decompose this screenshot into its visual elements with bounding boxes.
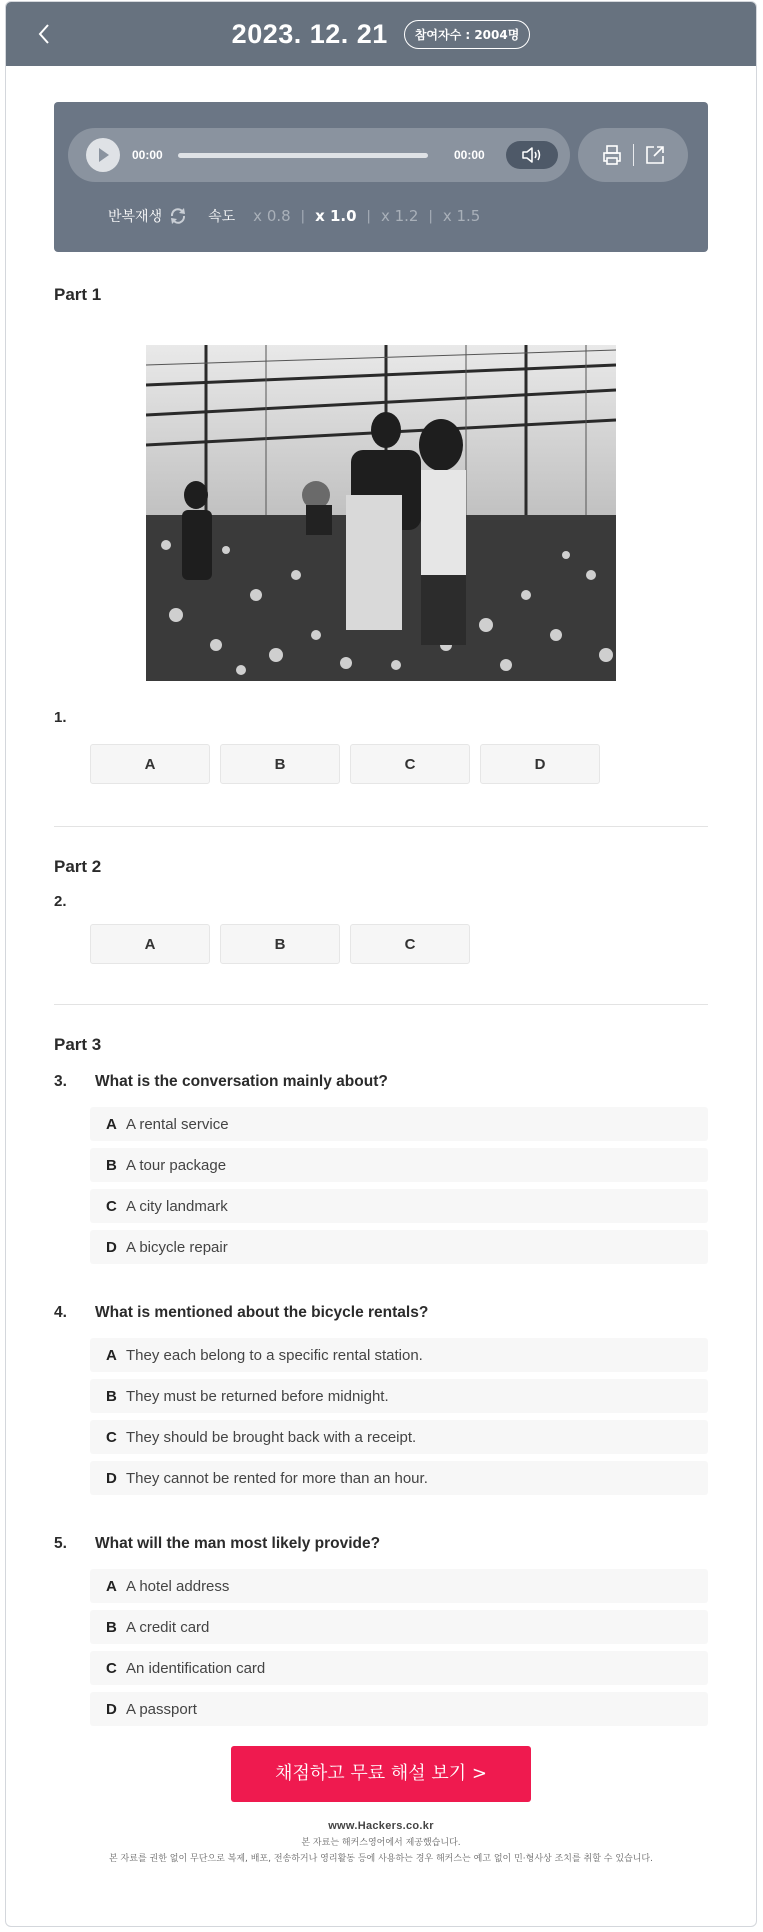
option-text: A rental service: [126, 1115, 229, 1133]
audio-player: [54, 102, 708, 252]
option-b[interactable]: [90, 1148, 708, 1182]
speed-option-1-2[interactable]: x 1.2: [380, 207, 419, 225]
choice-a-button[interactable]: A: [90, 744, 210, 784]
option-letter: D: [106, 1469, 117, 1487]
speed-option-1-5[interactable]: x 1.5: [442, 207, 481, 225]
speed-option-0-8[interactable]: x 0.8: [253, 207, 291, 225]
choice-b-button[interactable]: B: [220, 924, 340, 964]
repeat-toggle[interactable]: [166, 204, 190, 228]
play-button[interactable]: [86, 138, 120, 172]
section-divider: [54, 1004, 708, 1005]
back-button[interactable]: [30, 18, 58, 50]
option-text: A bicycle repair: [126, 1238, 228, 1256]
current-time: 00:00: [132, 148, 163, 162]
option-d[interactable]: [90, 1461, 708, 1495]
footer: [54, 1820, 708, 1864]
option-letter: C: [106, 1197, 117, 1215]
part1-title: Part 1: [54, 285, 102, 304]
section-divider: [54, 826, 708, 827]
question-5-title: [54, 1535, 708, 1553]
option-a[interactable]: [90, 1107, 708, 1141]
speed-separator: |: [428, 208, 433, 224]
option-text: They should be brought back with a receipt.: [126, 1428, 417, 1446]
header-bar: [6, 2, 756, 66]
speed-separator: |: [300, 208, 306, 224]
footer-copyright: 본 자료를 권한 없이 무단으로 복제, 배포, 전송하거나 영리활동 등에 사용하는 경우 해커스는 예고 없이 민·형사상 조치를 취할 수 있습니다.: [109, 1854, 653, 1864]
question-text: What is the conversation mainly about?: [95, 1073, 388, 1090]
option-letter: C: [106, 1428, 117, 1446]
option-a[interactable]: [90, 1338, 708, 1372]
option-d[interactable]: [90, 1692, 708, 1726]
tools-bar: [578, 128, 688, 182]
option-text: An identification card: [126, 1659, 266, 1677]
question-5-options: [90, 1569, 708, 1726]
option-letter: A: [106, 1577, 117, 1595]
page-title: 2023. 12. 21: [231, 18, 388, 49]
option-letter: C: [106, 1659, 117, 1677]
speed-option-1-0[interactable]: x 1.0: [315, 207, 357, 225]
option-text: A passport: [126, 1700, 197, 1718]
option-d[interactable]: [90, 1230, 708, 1264]
playback-bar: [68, 128, 570, 182]
option-text: A city landmark: [126, 1197, 228, 1215]
part3-title: Part 3: [54, 1035, 102, 1054]
progress-bar[interactable]: [178, 153, 428, 158]
option-letter: A: [106, 1115, 117, 1133]
option-b[interactable]: [90, 1379, 708, 1413]
question-3-title: [54, 1073, 708, 1091]
choice-d-button[interactable]: D: [480, 744, 600, 784]
footer-notice: 본 자료는 해커스영어에서 제공했습니다.: [301, 1838, 461, 1848]
option-c[interactable]: [90, 1189, 708, 1223]
option-text: They must be returned before midnight.: [126, 1387, 389, 1405]
option-a[interactable]: [90, 1569, 708, 1603]
question-photo: [146, 345, 616, 681]
tool-divider: [633, 144, 634, 166]
repeat-label: 반복재생: [108, 209, 163, 225]
option-b[interactable]: [90, 1610, 708, 1644]
question-4-options: [90, 1338, 708, 1495]
repeat-icon: [168, 206, 188, 226]
question-4-title: [54, 1304, 708, 1322]
total-time: 00:00: [454, 148, 485, 162]
option-letter: B: [106, 1387, 117, 1405]
greenhouse-photo: [146, 345, 616, 681]
question-2-number: 2.: [54, 893, 67, 910]
footer-site: www.Hackers.co.kr: [328, 1820, 434, 1832]
volume-button[interactable]: [506, 141, 558, 169]
option-letter: B: [106, 1618, 117, 1636]
option-c[interactable]: [90, 1651, 708, 1685]
submit-button[interactable]: 채점하고 무료 해설 보기 >: [231, 1746, 531, 1802]
question-1-number: 1.: [54, 709, 67, 726]
option-text: They cannot be rented for more than an hour.: [126, 1469, 428, 1487]
option-letter: D: [106, 1238, 117, 1256]
option-letter: A: [106, 1346, 117, 1364]
question-text: What will the man most likely provide?: [95, 1535, 381, 1552]
question-number: 4.: [54, 1304, 67, 1321]
option-text: They each belong to a specific rental station.: [126, 1346, 423, 1364]
playback-options: [108, 204, 480, 228]
question-1-choices: [90, 744, 708, 784]
option-text: A tour package: [126, 1156, 227, 1174]
part2-title: Part 2: [54, 857, 102, 876]
option-letter: D: [106, 1700, 117, 1718]
speed-label: 속도: [208, 209, 236, 225]
question-text: What is mentioned about the bicycle rentals?: [95, 1304, 429, 1321]
print-button[interactable]: [597, 140, 627, 170]
question-3-options: [90, 1107, 708, 1264]
share-icon: [644, 144, 666, 166]
option-text: A hotel address: [126, 1577, 230, 1595]
option-text: A credit card: [126, 1618, 210, 1636]
choice-c-button[interactable]: C: [350, 924, 470, 964]
question-number: 5.: [54, 1535, 67, 1552]
page-frame: [5, 1, 757, 1927]
volume-icon: [521, 147, 543, 163]
speed-separator: |: [366, 208, 371, 224]
share-button[interactable]: [640, 140, 670, 170]
option-c[interactable]: [90, 1420, 708, 1454]
choice-a-button[interactable]: A: [90, 924, 210, 964]
option-letter: B: [106, 1156, 117, 1174]
question-2-choices: [90, 924, 708, 964]
question-number: 3.: [54, 1073, 67, 1090]
choice-b-button[interactable]: B: [220, 744, 340, 784]
chevron-left-icon: [37, 22, 51, 46]
play-icon: [96, 147, 110, 163]
print-icon: [602, 144, 622, 166]
choice-c-button[interactable]: C: [350, 744, 470, 784]
participants-badge: 참여자수 : 2004명: [404, 20, 531, 49]
